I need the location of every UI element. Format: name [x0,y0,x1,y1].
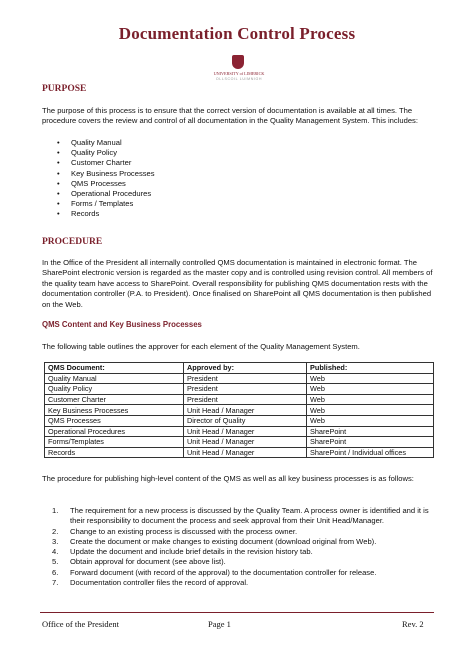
list-item [52,568,437,578]
purpose-text: The purpose of this process is to ensure that the correct version of documentation is available at all times. The procedure covers the review and control of all documentation in the Quality Management System. This includes: [42,106,418,126]
step-text: Obtain approval for document (see above list). [70,557,226,567]
table-cell: Unit Head / Manager [184,426,307,437]
table-cell: Key Business Processes [45,405,184,416]
procedure-heading: PROCEDURE [42,237,103,247]
list-item: • Quality Manual [57,138,155,148]
list-item: • Quality Policy [57,148,155,158]
table-cell: President [184,384,307,395]
table-cell: Quality Manual [45,373,184,384]
table-row [45,415,434,426]
logo-name: UNIVERSITY of LIMERICK [213,71,265,76]
step-text: Update the document and include brief details in the revision history tab. [70,547,313,557]
table-cell: Unit Head / Manager [184,437,307,448]
table-row [45,426,434,437]
purpose-heading: PURPOSE [42,84,87,94]
qms-heading: QMS Content and Key Business Processes [42,320,202,329]
footer-divider [40,612,434,613]
table-header: Approved by: [184,363,307,374]
list-item [52,557,437,567]
step-number: 2. [52,526,59,536]
table-row [45,373,434,384]
list-item [52,527,437,537]
list-item [52,578,437,588]
footer-page-number: Page 1 [208,619,231,629]
footer-office: Office of the President [42,619,120,629]
table-cell: Operational Procedures [45,426,184,437]
procedure-text: In the Office of the President all internally controlled QMS documentation is maintained in electronic format. The SharePoint electronic version is regarded as the master copy and is controlled using revision control. All members of the quality team have access to SharePoint. Overall responsibility for publishing QMS documentation rests with the documentation controller (P.A. to President). Once finalised on SharePoint all QMS documentation is then published on the Web. [42,258,433,309]
footer-revision: Rev. 2 [402,619,424,629]
table-row [45,447,434,458]
table-cell: Web [307,373,434,384]
table-cell: Web [307,415,434,426]
list-item: • Forms / Templates [57,199,155,209]
table-cell: QMS Processes [45,415,184,426]
table-cell: Web [307,405,434,416]
step-text: Change to an existing process is discussed with the process owner. [70,526,298,536]
list-item: • Operational Procedures [57,189,155,199]
list-item: • Key Business Processes [57,169,155,179]
table-cell: Unit Head / Manager [184,405,307,416]
table-cell: SharePoint / Individual offices [307,447,434,458]
table-row [45,437,434,448]
table-row [45,384,434,395]
table-cell: Web [307,394,434,405]
table-cell: Quality Policy [45,384,184,395]
document-title: Documentation Control Process [118,24,356,43]
table-cell: Customer Charter [45,394,184,405]
table-cell: Director of Quality [184,415,307,426]
list-item [52,537,437,547]
step-number: 7. [52,578,59,588]
table-cell: Records [45,447,184,458]
step-text: Create the document or make changes to existing document (download original from Web). [70,536,377,546]
list-item: • Records [57,209,155,219]
step-number: 4. [52,547,59,557]
crest-icon [232,55,244,69]
table-cell: SharePoint [307,437,434,448]
list-item: • QMS Processes [57,179,155,189]
purpose-list [57,138,155,220]
publishing-steps [52,506,437,588]
step-number: 5. [52,557,59,567]
step-text: The requirement for a new process is discussed by the Quality Team. A process owner is identified and it is their responsibility to document the process and seek approval from their Unit Head/Manager. [70,506,429,526]
step-number: 3. [52,536,59,546]
table-cell: President [184,373,307,384]
approver-table [44,362,434,458]
table-cell: President [184,394,307,405]
step-text: Documentation controller files the record of approval. [70,578,249,588]
table-row [45,394,434,405]
step-number: 1. [52,506,59,515]
table-cell: Web [307,384,434,395]
table-header-row [45,363,434,374]
university-logo [212,55,266,85]
step-text: Forward document (with record of the approval) to the documentation controller for release. [70,567,377,577]
list-item [52,506,437,527]
table-cell: Unit Head / Manager [184,447,307,458]
logo-subtitle: OLLSCOIL LUIMNIGH [215,77,263,81]
list-item: • Customer Charter [57,158,155,168]
list-item [52,547,437,557]
table-cell: SharePoint [307,426,434,437]
publishing-intro: The procedure for publishing high-level content of the QMS as well as all key business processes is as follows: [42,474,414,483]
table-row [45,405,434,416]
step-number: 6. [52,567,59,577]
table-header: QMS Document: [45,363,184,374]
table-cell: Forms/Templates [45,437,184,448]
table-header: Published: [307,363,434,374]
qms-intro: The following table outlines the approver for each element of the Quality Management System. [42,342,360,351]
